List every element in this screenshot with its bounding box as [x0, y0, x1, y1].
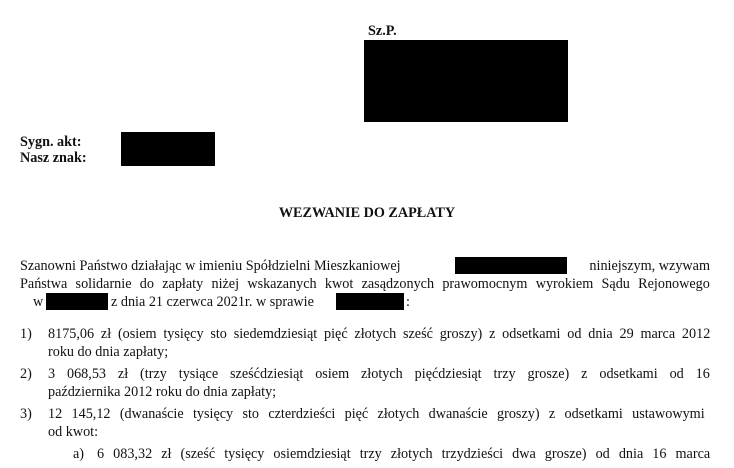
intro-line-3-middle: z dnia 21 czerwca 2021r. w sprawie	[111, 294, 314, 310]
item-2-line-2: października 2012 roku do dnia zapłaty;	[48, 384, 277, 400]
item-1-line-2: roku do dnia zapłaty;	[48, 344, 169, 360]
item-1-line-1: 8175,06 zł (osiem tysięcy sto siedemdziesiąt pięć złotych sześć groszy) z odsetkami od dnia 29 marca 2012	[48, 326, 711, 342]
item-1-number: 1)	[20, 326, 32, 342]
addressee-label: Sz.P.	[368, 23, 397, 39]
subitem-a-number: a)	[73, 446, 85, 462]
item-3-line-1: 12 145,12 (dwanaście tysięcy sto czterdzieści pięć złotych dwanaście groszy) z odsetkami ustawowymi	[48, 406, 705, 422]
item-3-number: 3)	[20, 406, 32, 422]
redacted-cooperative-name	[455, 257, 567, 274]
redacted-address	[364, 40, 568, 122]
intro-line-1-start: Szanowni Państwo działając w imieniu Spółdzielni Mieszkaniowej	[20, 258, 401, 274]
intro-line-2: Państwa solidarnie do zapłaty niżej wskazanych kwot zasądzonych prawomocnym wyrokiem Sądu Rejonowego	[20, 276, 710, 292]
redacted-case-reference	[121, 132, 215, 166]
reference-label: Nasz znak:	[20, 150, 87, 166]
intro-line-1-end: niniejszym, wzywam	[589, 258, 710, 274]
item-2-number: 2)	[20, 366, 32, 382]
intro-line-3-end: :	[406, 294, 410, 310]
intro-line-3-start: w	[33, 294, 44, 310]
redacted-court-location	[46, 293, 108, 310]
subitem-a-line-1: 6 083,32 zł (sześć tysięcy osiemdziesiąt trzy złotych trzydzieści dwa grosze) od dnia 16 marca	[97, 446, 711, 462]
case-number-label: Sygn. akt:	[20, 134, 82, 150]
item-3-line-2: od kwot:	[48, 424, 99, 440]
redacted-case-number	[336, 293, 404, 310]
document-title: WEZWANIE DO ZAPŁATY	[278, 205, 456, 221]
item-2-line-1: 3 068,53 zł (trzy tysiące sześćdziesiąt osiem złotych pięćdziesiąt trzy grosze) z odsetkami od 16	[48, 366, 710, 382]
